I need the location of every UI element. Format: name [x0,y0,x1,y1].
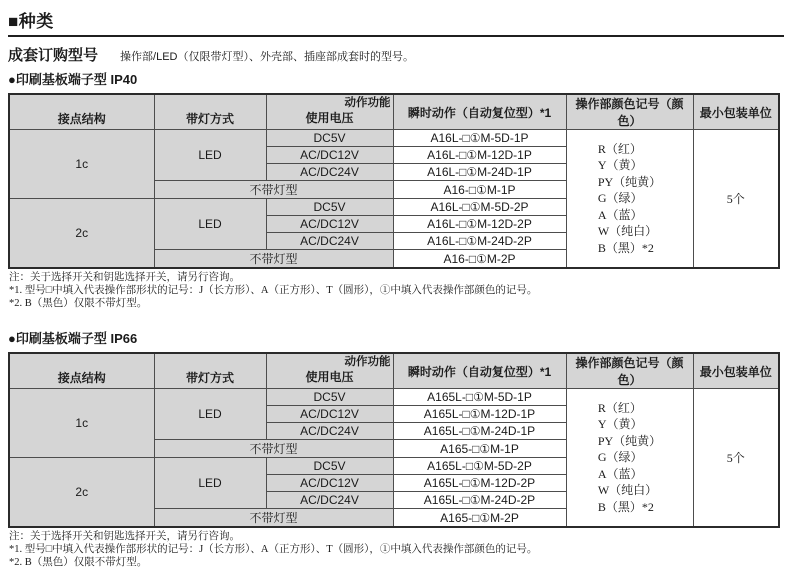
color-code-item: W（纯白） [597,483,658,498]
section-heading-ip40: ●印刷基板端子型 IP40 [8,72,138,87]
col-header-contact-structure: 接点结构 [9,94,154,130]
order-model-description: 操作部/LED（仅限带灯型）、外壳部、插座部成套时的型号。 [120,51,414,63]
note-line: 注：关于选择开关和钥匙选择开关，请另行咨询。 [9,272,240,283]
order-model-label: 成套订购型号 [8,47,99,64]
model-number-cell: A165-□①M-1P [393,440,566,458]
col-header-color-code: 操作部颜色记号（颜色） [566,353,693,389]
voltage-cell: DC5V [266,130,393,147]
header-action-function-label: 动作功能 [344,356,391,368]
voltage-cell: DC5V [266,199,393,216]
color-code-item: W（纯白） [597,224,658,239]
model-number-cell: A165L-□①M-12D-2P [393,475,566,492]
model-number-cell: A16-□①M-2P [393,250,566,269]
color-code-item: A（蓝） [597,207,643,222]
col-header-momentary: 瞬时动作（自动复位型）*1 [393,353,566,389]
color-code-item: R（红） [597,400,642,415]
color-code-item: Y（黄） [597,417,643,432]
title-block [8,5,784,37]
spec-table-ip40 [8,93,780,269]
unlit-type-cell: 不带灯型 [154,181,393,199]
unlit-type-cell: 不带灯型 [154,250,393,269]
header-voltage-label: 使用电压 [305,111,354,125]
note-line: *1. 型号□中填入代表操作部形状的记号：J（长方形）、A（正方形）、T（圆形），①中填入代表操作部颜色的记号。 [9,285,538,296]
color-code-item: PY（纯黄） [597,433,662,448]
voltage-cell: AC/DC12V [266,147,393,164]
contact-structure-cell: 1c [9,389,154,458]
model-number-cell: A16-□①M-1P [393,181,566,199]
note-line: 注：关于选择开关和钥匙选择开关，请另行咨询。 [9,531,240,542]
model-number-cell: A165L-□①M-24D-2P [393,492,566,509]
model-number-cell: A16L-□①M-12D-2P [393,216,566,233]
table-row [9,389,779,406]
color-code-item: G（绿） [597,191,643,206]
model-number-cell: A165L-□①M-24D-1P [393,423,566,440]
color-code-item: A（蓝） [597,466,643,481]
color-code-item: G（绿） [597,450,643,465]
order-model-row [8,44,784,65]
header-voltage-label: 使用电压 [305,370,354,384]
model-number-cell: A165L-□①M-5D-1P [393,389,566,406]
notes-ip66 [9,531,784,569]
note-line: *2. B（黑色）仅限不带灯型。 [9,298,148,309]
model-number-cell: A16L-□①M-12D-1P [393,147,566,164]
section-heading-ip66: ●印刷基板端子型 IP66 [8,331,138,346]
col-header-contact-structure: 接点结构 [9,353,154,389]
model-number-cell: A16L-□①M-5D-2P [393,199,566,216]
lighting-cell: LED [154,389,266,440]
col-header-function-voltage [266,353,393,389]
col-header-min-package: 最小包装单位 [693,94,779,130]
color-code-cell [566,130,693,269]
color-code-cell [566,389,693,528]
model-number-cell: A165L-□①M-5D-2P [393,458,566,475]
voltage-cell: AC/DC12V [266,216,393,233]
page-title: ■种类 [8,12,54,31]
unlit-type-cell: 不带灯型 [154,509,393,528]
col-header-momentary: 瞬时动作（自动复位型）*1 [393,94,566,130]
voltage-cell: DC5V [266,458,393,475]
color-code-item: R（红） [597,141,642,156]
color-code-item: PY（纯黄） [597,174,662,189]
min-package-cell: 5个 [693,389,779,528]
model-number-cell: A16L-□①M-24D-1P [393,164,566,181]
note-line: *1. 型号□中填入代表操作部形状的记号：J（长方形）、A（正方形）、T（圆形），①中填入代表操作部颜色的记号。 [9,544,538,555]
table-row [9,130,779,147]
model-number-cell: A165L-□①M-12D-1P [393,406,566,423]
lighting-cell: LED [154,458,266,509]
col-header-color-code: 操作部颜色记号（颜色） [566,94,693,130]
voltage-cell: AC/DC24V [266,492,393,509]
voltage-cell: AC/DC24V [266,423,393,440]
voltage-cell: DC5V [266,389,393,406]
color-code-list [598,141,661,257]
contact-structure-cell: 2c [9,458,154,528]
color-code-item: B（黑）*2 [597,499,654,514]
col-header-min-package: 最小包装单位 [693,353,779,389]
header-action-function-label: 动作功能 [344,97,391,109]
unlit-type-cell: 不带灯型 [154,440,393,458]
model-number-cell: A16L-□①M-24D-2P [393,233,566,250]
voltage-cell: AC/DC24V [266,233,393,250]
col-header-function-voltage [266,94,393,130]
contact-structure-cell: 1c [9,130,154,199]
voltage-cell: AC/DC12V [266,475,393,492]
color-code-item: Y（黄） [597,158,643,173]
lighting-cell: LED [154,199,266,250]
lighting-cell: LED [154,130,266,181]
voltage-cell: AC/DC24V [266,164,393,181]
model-number-cell: A165-□①M-2P [393,509,566,528]
voltage-cell: AC/DC12V [266,406,393,423]
col-header-lighting-method: 带灯方式 [154,94,266,130]
notes-ip40 [9,272,784,310]
color-code-list [598,400,661,516]
color-code-item: B（黑）*2 [597,240,654,255]
col-header-lighting-method: 带灯方式 [154,353,266,389]
note-line: *2. B（黑色）仅限不带灯型。 [9,557,148,568]
min-package-cell: 5个 [693,130,779,269]
spec-table-ip66 [8,352,780,528]
model-number-cell: A16L-□①M-5D-1P [393,130,566,147]
contact-structure-cell: 2c [9,199,154,269]
